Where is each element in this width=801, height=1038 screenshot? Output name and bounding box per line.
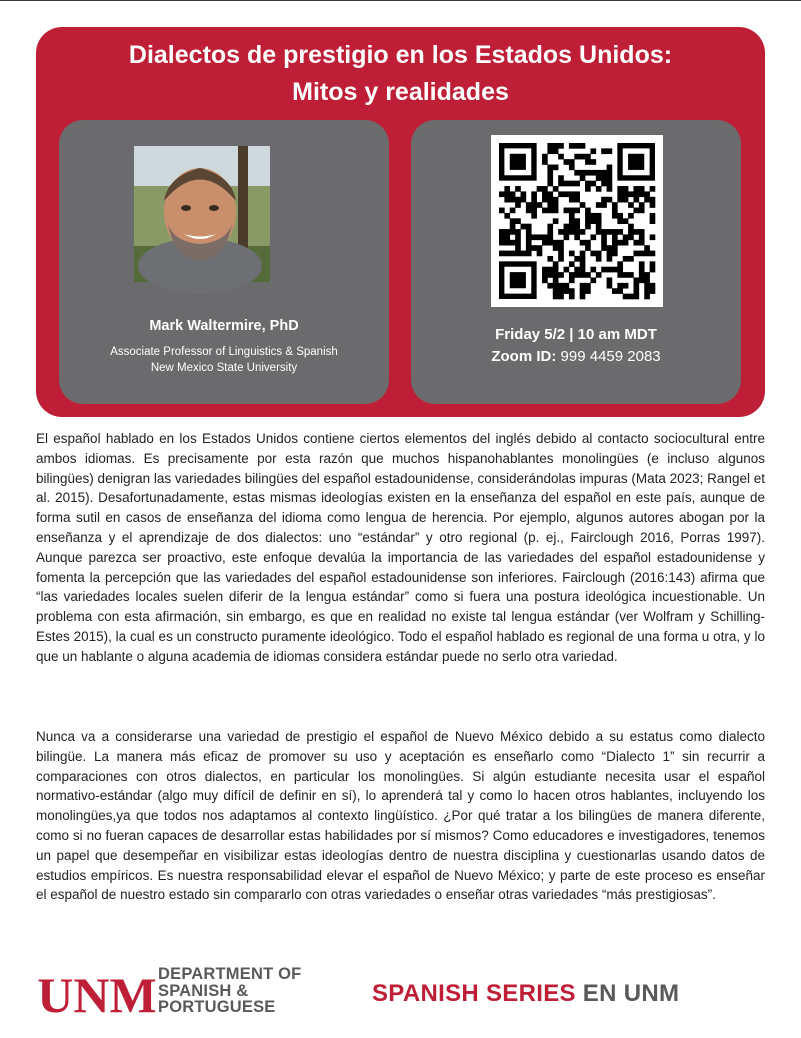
speaker-photo: [134, 146, 270, 282]
body-paragraph-2: Nunca va a considerarse una variedad de prestigio el español de Nuevo México debido a su estatus como dialecto bilingüe. La manera más eficaz de promover su uso y aceptación es enseñarlo como “Dialecto 1” sin recurrir a comparaciones con otros dialectos, en particular los monolingües. Si algún estudiante necesita usar el español normativo-estándar (algo muy difícil de definir en sí), lo aprenderá tal y como lo hacen otros hablantes, incluyendo los monolingües,ya que todos nos adaptamos al contexto lingüístico. ¿Por qué tratar a los bilingües de manera diferente, como si no fueran capaces de desarrollar estas habilidades por sí mismos? Como educadores e investigadores, tenemos un papel que desempeñar en visibilizar estas ideologías dentro de nuestra disciplina y cuestionarlas usando datos de estudios empíricos. Es nuestra responsabilidad elevar el español de Nuevo México; y parte de este proceso es enseñar el español de nuestro estado sin compararlo con otras variedades o enseñar otras variedades “más prestigiosas”.: [36, 729, 765, 903]
unm-logo-icon: [37, 963, 157, 1026]
dept-line-1: DEPARTMENT OF: [158, 965, 302, 983]
zoom-label: Zoom ID:: [491, 348, 557, 365]
speaker-name: Mark Waltermire, PhD: [149, 318, 299, 334]
dept-line-2: SPANISH &: [158, 981, 249, 1000]
series-title: [372, 980, 679, 1008]
logo-text: UNM: [37, 967, 157, 1023]
event-date-time: Friday 5/2 | 10 am MDT: [495, 326, 657, 343]
zoom-id[interactable]: 999 4459 2083: [560, 348, 661, 365]
title-line-2: Mitos y realidades: [292, 78, 509, 106]
dept-line-3: PORTUGUESE: [158, 998, 276, 1016]
qr-code-icon: [499, 143, 655, 299]
page-title: [36, 37, 765, 111]
top-rule: [0, 0, 801, 1]
series-red: SPANISH SERIES: [372, 980, 576, 1007]
qr-code[interactable]: [491, 135, 663, 307]
speaker-university: New Mexico State University: [150, 362, 298, 374]
body-paragraph-1: El español hablado en los Estados Unidos contiene ciertos elementos del inglés debido al contacto sociocultural entre ambos idiomas. Es precisamente por esta razón que muchos hispanohablantes monolingües (e incluso algunos bilingües) denigran las variedades bilingües del español estadounidense, considerándolas impuras (Mata 2023; Rangel et al. 2015). Desafortunadamente, estas mismas ideologías existen en la enseñanza del español en este país, aunque de forma sutil en casos de enseñanza del idioma como lengua de herencia. Por ejemplo, algunos autores abogan por la enseñanza y el aprendizaje de dos dialectos: uno “estándar” y otro regional (p. ej., Fairclough 2016, Porras 1997). Aunque parezca ser proactivo, este enfoque devalúa la importancia de las variedades del español estadounidense y fomenta la percepción que las variedades del español estadounidense son inferiores. Fairclough (2016:143) afirma que “las variedades locales suelen diferir de la lengua estándar” como si fuera una postura ideológica incuestionable. Un problema con esta afirmación, sin embargo, es que en realidad no existe tal lengua estándar (ver Wolfram y Schilling-Estes 2015), la cual es un constructo puramente ideológico. Todo el español hablado es regional de una forma u otra, y lo que un hablante o alguna academia de idiomas considera estándar puede no serlo otra variedad.: [36, 431, 765, 664]
event-card: [411, 120, 741, 404]
series-gray: EN UNM: [582, 980, 680, 1007]
event-banner: [36, 27, 765, 417]
title-line-1: Dialectos de prestigio en los Estados Unidos:: [128, 41, 673, 69]
speaker-card: [59, 120, 389, 404]
zoom-info: [411, 348, 741, 365]
speaker-title: Associate Professor of Linguistics & Spanish: [110, 346, 338, 358]
department-name: [158, 966, 301, 1016]
